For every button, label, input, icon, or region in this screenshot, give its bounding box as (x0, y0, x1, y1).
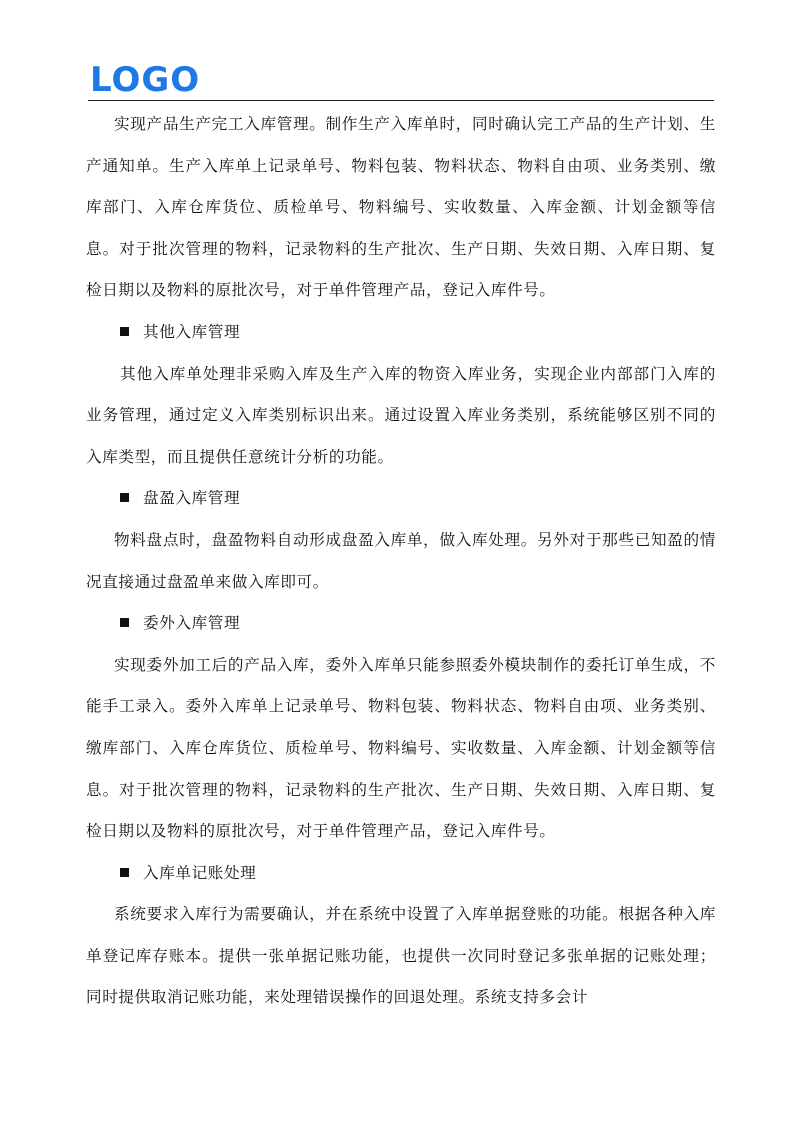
section-heading-surplus-inbound (86, 478, 716, 520)
section-heading-outsource-inbound (86, 603, 716, 645)
square-bullet-icon (120, 868, 129, 877)
paragraph-inbound-posting: 系统要求入库行为需要确认，并在系统中设置了入库单据登账的功能。根据各种入库单登记库存账本。提供一张单据记账功能，也提供一次同时登记多张单据的记账处理；同时提供取消记账功能，来处理错误操作的回退处理。系统支持多会计 (86, 905, 716, 1007)
logo: LOGO (90, 60, 201, 100)
section-heading-label: 其他入库管理 (143, 322, 241, 341)
section-heading-label: 入库单记账处理 (143, 863, 257, 882)
square-bullet-icon (120, 493, 129, 502)
paragraph-other-inbound: 其他入库单处理非采购入库及生产入库的物资入库业务，实现企业内部部门入库的业务管理，通过定义入库类别标识出来。通过设置入库业务类别，系统能够区别不同的入库类型，而且提供任意统计分析的功能。 (86, 364, 716, 466)
paragraph-surplus-inbound: 物料盘点时，盘盈物料自动形成盘盈入库单，做入库处理。另外对于那些已知盈的情况直接通过盘盈单来做入库即可。 (86, 530, 716, 591)
square-bullet-icon (120, 618, 129, 627)
section-heading-label: 委外入库管理 (143, 614, 241, 633)
section-heading-inbound-posting (86, 853, 716, 895)
paragraph-outsource-inbound: 实现委外加工后的产品入库，委外入库单只能参照委外模块制作的委托订单生成，不能手工录入。委外入库单上记录单号、物料包装、物料状态、物料自由项、业务类别、缴库部门、入库仓库货位、质检单号、物料编号、实收数量、入库金额、计划金额等信息。对于批次管理的物料，记录物料的生产批次、生产日期、失效日期、入库日期、复检日期以及物料的原批次号，对于单件管理产品，登记入库件号。 (86, 655, 716, 841)
section-heading-label: 盘盈入库管理 (143, 489, 241, 508)
document-body (86, 104, 716, 1019)
paragraph-production-inbound: 实现产品生产完工入库管理。制作生产入库单时，同时确认完工产品的生产计划、生产通知单。生产入库单上记录单号、物料包装、物料状态、物料自由项、业务类别、缴库部门、入库仓库货位、质检单号、物料编号、实收数量、入库金额、计划金额等信息。对于批次管理的物料，记录物料的生产批次、生产日期、失效日期、入库日期、复检日期以及物料的原批次号，对于单件管理产品，登记入库件号。 (86, 115, 716, 300)
header-divider (88, 100, 714, 101)
square-bullet-icon (120, 327, 129, 336)
section-heading-other-inbound (86, 312, 716, 354)
